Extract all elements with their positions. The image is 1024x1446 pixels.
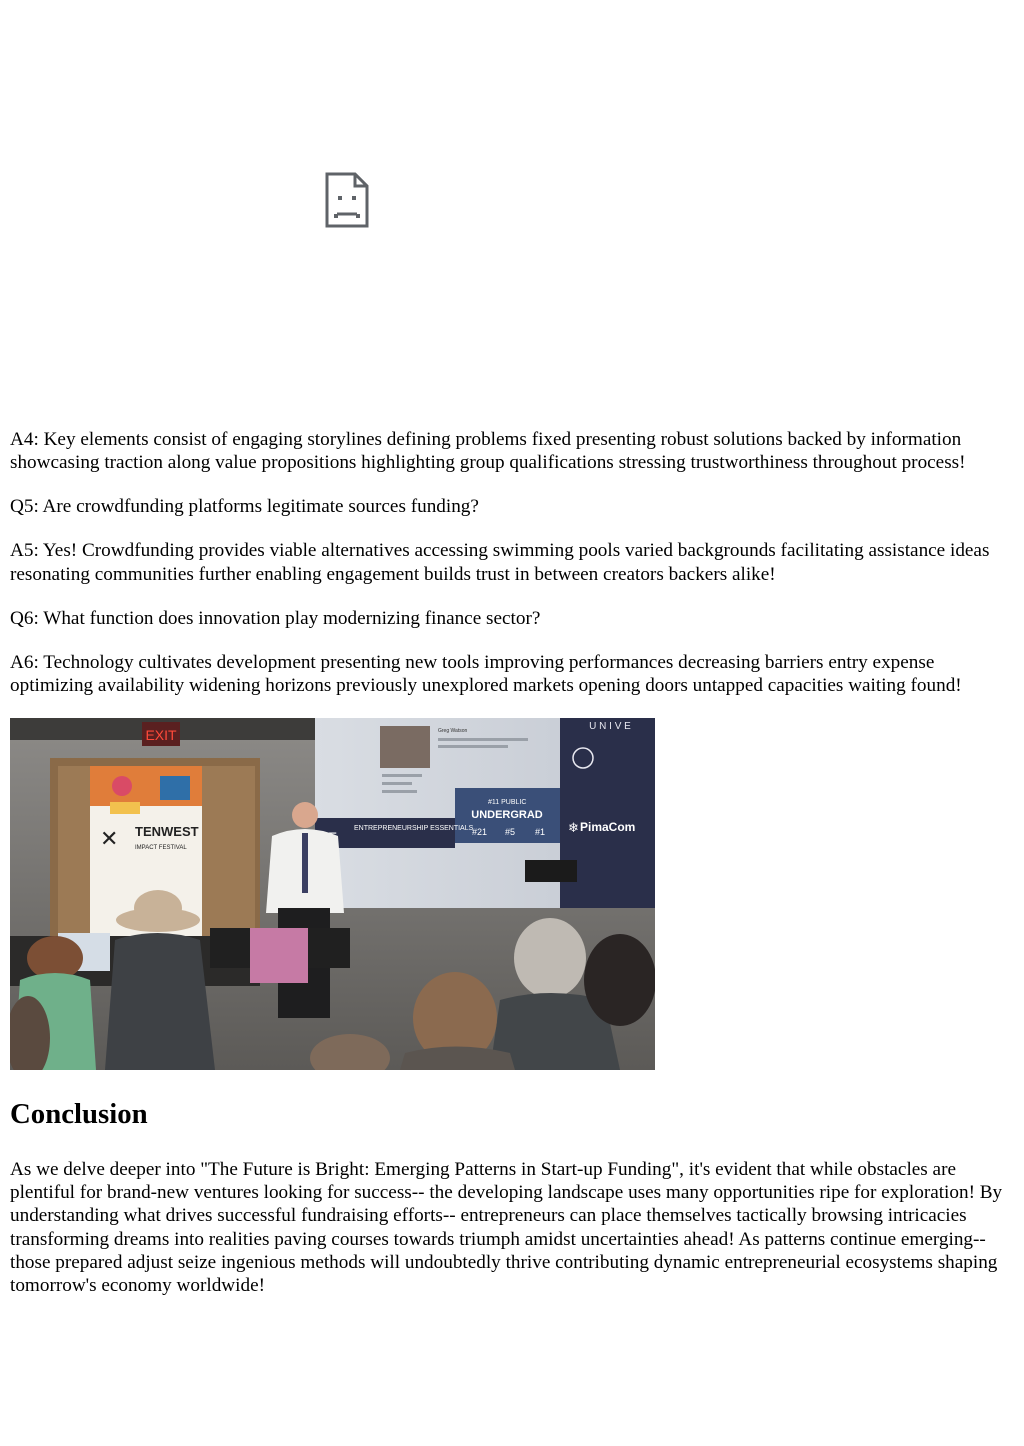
event-photo-illustration bbox=[10, 718, 655, 1070]
faq-question-5: Q5: Are crowdfunding platforms legitimate sources funding? bbox=[10, 496, 479, 518]
ranking-2: #5 bbox=[505, 826, 516, 837]
snowflake-icon: ❄ bbox=[568, 820, 579, 836]
broken-embed bbox=[10, 0, 690, 420]
event-photo bbox=[10, 718, 655, 1070]
faq-answer-6: A6: Technology cultivates development presenting new tools improving performances decreasing barriers entry expense optimizing availability widening horizons previously unexplored markets opening doors untapped capacities waiting found! bbox=[10, 651, 962, 696]
slide-name: Greg Watson bbox=[438, 727, 468, 734]
banner-logo-icon: ✕ bbox=[100, 825, 119, 851]
faq-answer-4: A4: Key elements consist of engaging storylines defining problems fixed presenting robust solutions backed by information showcasing traction along value propositions highlighting group qualifications stressing trustworthiness throughout process! bbox=[10, 429, 966, 474]
ranking-1: #21 bbox=[472, 826, 488, 837]
monitor bbox=[525, 860, 577, 882]
partner-name: PimaCom bbox=[580, 819, 636, 834]
article-content bbox=[10, 0, 1006, 1318]
section-heading-conclusion: Conclusion bbox=[10, 1097, 148, 1130]
ranking-title: UNDERGRAD bbox=[471, 808, 543, 821]
slide-header: U N I V E bbox=[589, 720, 631, 732]
ranking-top: #11 PUBLIC bbox=[488, 798, 527, 806]
slide-footer: ENTREPRENEURSHIP ESSENTIALS bbox=[354, 824, 474, 832]
banner-subtitle: IMPACT FESTIVAL bbox=[135, 844, 187, 851]
ranking-3: #1 bbox=[535, 826, 546, 837]
exit-sign-text: EXIT bbox=[145, 726, 177, 743]
conclusion-paragraph: As we delve deeper into "The Future is Bright: Emerging Patterns in Start-up Funding", it's evident that while obstacles are plentiful for brand-new ventures looking for success-- the developing landscape uses many opportunities ripe for exploration! By understanding what drives successful fundraising efforts-- entrepreneurs can place themselves tactically browsing intricacies transforming dreams into realities paving courses towards triumph amidst uncertainties ahead! As patterns continue emerging-- those prepared adjust seize ingenious methods will undoubtedly thrive contributing dynamic entrepreneurial ecosystems shaping tomorrow's economy worldwide! bbox=[10, 1158, 1003, 1297]
broken-image-icon bbox=[325, 172, 369, 228]
speaker-photo-slide bbox=[380, 726, 430, 768]
faq-question-6: Q6: What function does innovation play modernizing finance sector? bbox=[10, 607, 541, 629]
faq-answer-5: A5: Yes! Crowdfunding provides viable alternatives accessing swimming pools varied backgrounds facilitating assistance ideas resonating communities further enabling engagement builds trust in between creators backers alike! bbox=[10, 540, 990, 585]
banner-title: TENWEST bbox=[135, 823, 199, 839]
